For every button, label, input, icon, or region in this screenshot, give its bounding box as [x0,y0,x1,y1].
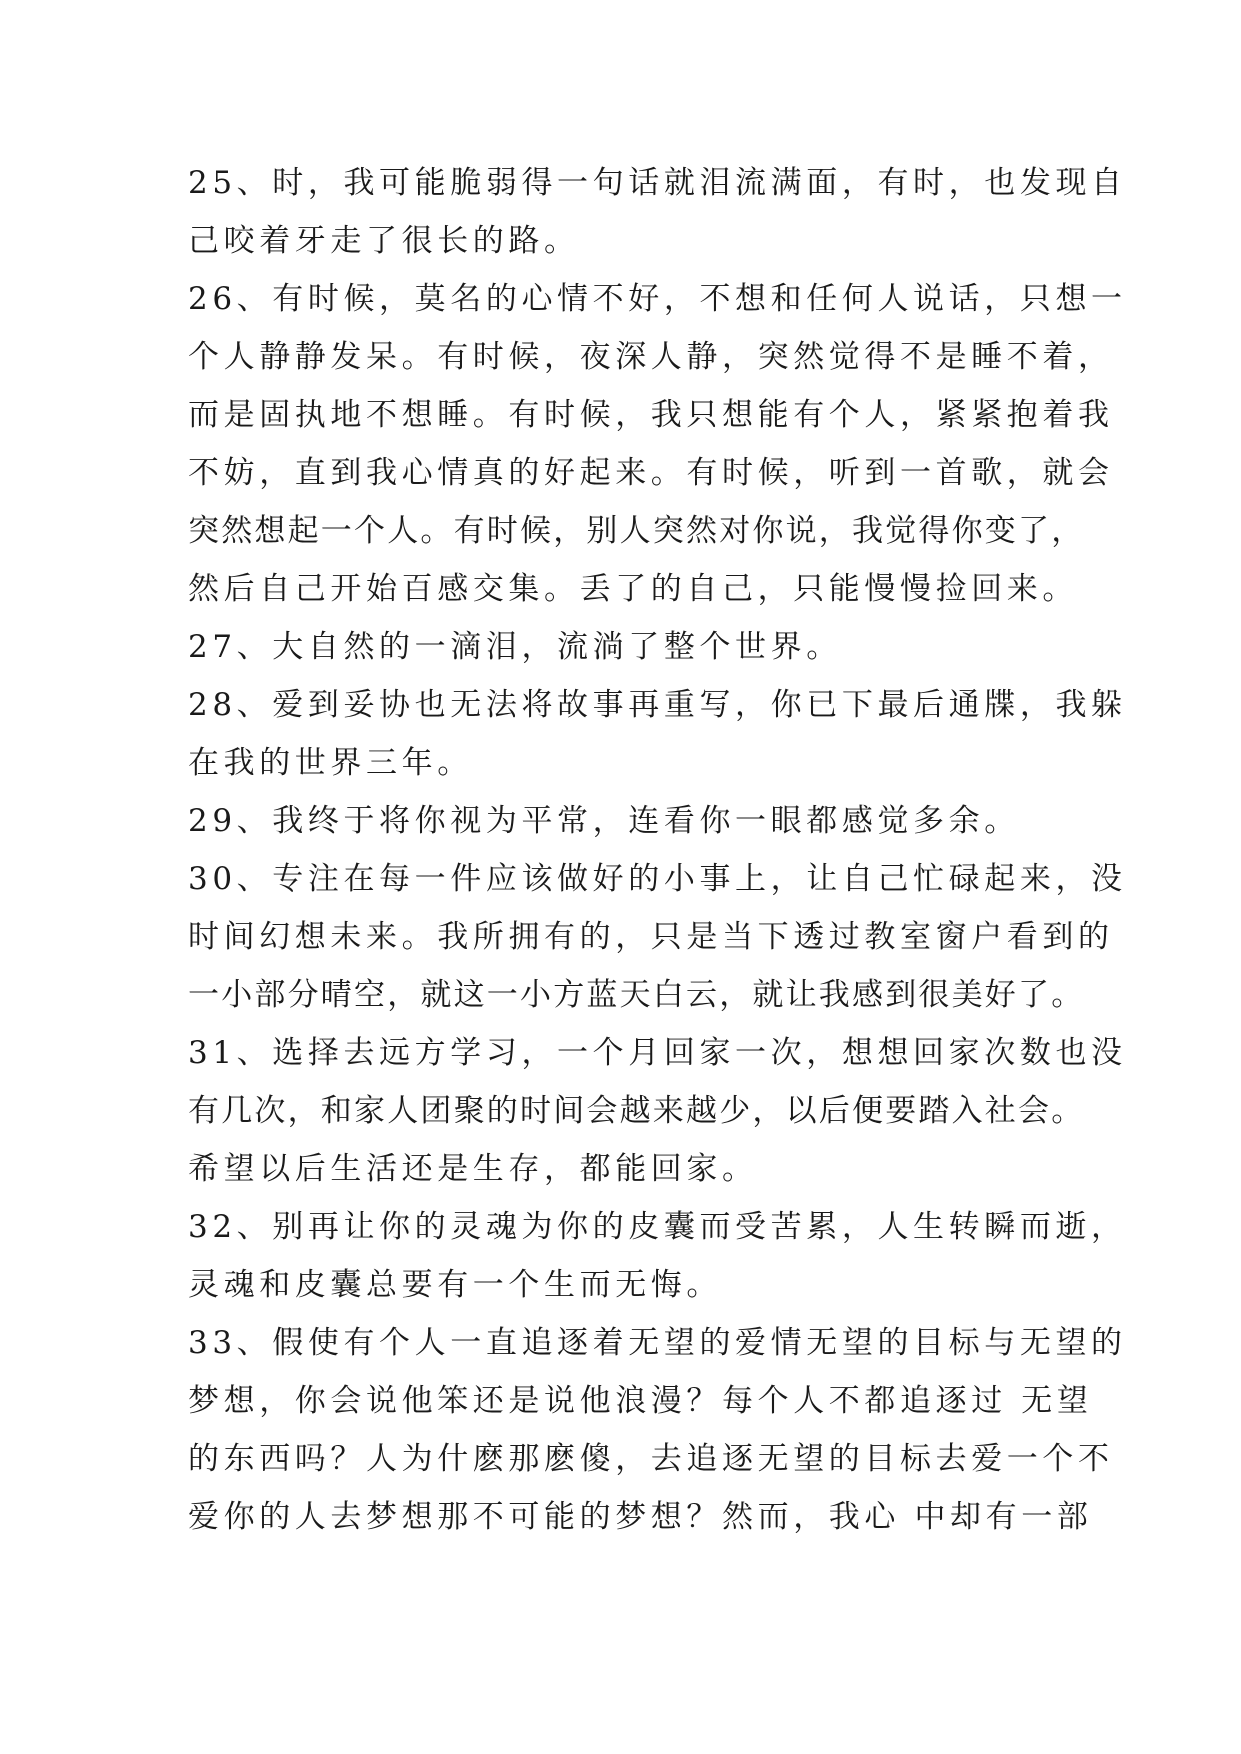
text-line: 的东西吗？人为什麽那麽傻，去追逐无望的目标去爱一个不 [188,1441,1114,1477]
text-line: 突然想起一个人。有时候，别人突然对你说，我觉得你变了， [188,513,1085,549]
text-line: 梦想，你会说他笨还是说他浪漫？每个人不都追逐过 无望 [188,1383,1093,1419]
text-line: 31、选择去远方学习，一个月回家一次，想想回家次数也没 [188,1035,1127,1071]
text-line: 30、专注在每一件应该做好的小事上，让自己忙碌起来，没 [188,861,1127,897]
text-line: 29、我终于将你视为平常，连看你一眼都感觉多余。 [188,803,1020,839]
text-line: 25、时，我可能脆弱得一句话就泪流满面，有时，也发现自 [188,165,1127,201]
text-line: 27、大自然的一滴泪，流淌了整个世界。 [188,629,842,665]
text-line: 己咬着牙走了很长的路。 [188,223,580,259]
text-line: 爱你的人去梦想那不可能的梦想？然而，我心 中却有一部 [188,1499,1093,1535]
text-line: 在我的世界三年。 [188,745,473,781]
text-line: 一小部分晴空，就这一小方蓝天白云，就让我感到很美好了。 [188,977,1085,1013]
text-line: 28、爱到妥协也无法将故事再重写，你已下最后通牒，我躲 [188,687,1127,723]
text-line: 希望以后生活还是生存，都能回家。 [188,1151,758,1187]
text-line: 灵魂和皮囊总要有一个生而无悔。 [188,1267,722,1303]
text-line: 32、别再让你的灵魂为你的皮囊而受苦累，人生转瞬而逝， [188,1209,1127,1245]
text-line: 33、假使有个人一直追逐着无望的爱情无望的目标与无望的 [188,1325,1127,1361]
document-body [188,154,1127,1546]
text-line: 不妨，直到我心情真的好起来。有时候，听到一首歌，就会 [188,455,1114,491]
text-line: 然后自己开始百感交集。丢了的自己，只能慢慢捡回来。 [188,571,1078,607]
text-line: 而是固执地不想睡。有时候，我只想能有个人，紧紧抱着我 [188,397,1114,433]
text-line: 有几次，和家人团聚的时间会越来越少，以后便要踏入社会。 [188,1093,1085,1129]
text-line: 时间幻想未来。我所拥有的，只是当下透过教室窗户看到的 [188,919,1114,955]
text-line: 个人静静发呆。有时候，夜深人静，突然觉得不是睡不着， [188,339,1114,375]
text-line: 26、有时候，莫名的心情不好，不想和任何人说话，只想一 [188,281,1127,317]
